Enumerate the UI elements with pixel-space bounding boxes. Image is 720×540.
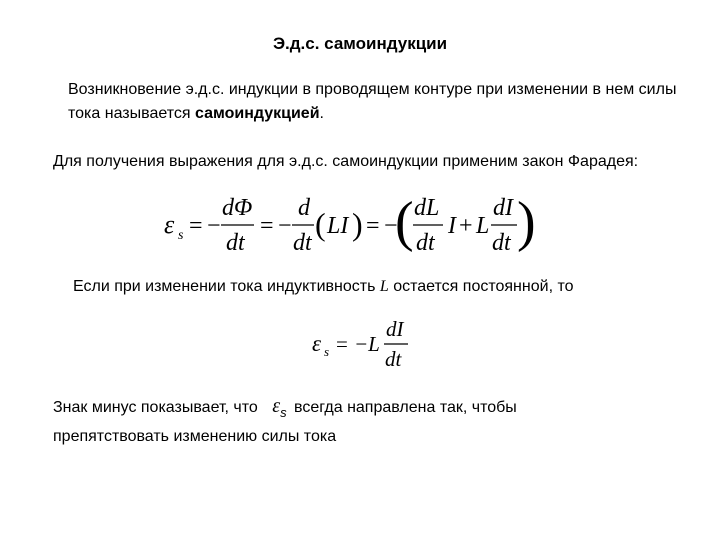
equals-sign-3: = [366,213,380,239]
eps-symbol-2: ε [312,331,322,356]
inductance-l: L [476,213,490,239]
di-numerator-2: dI [386,317,404,341]
li-product: LI [327,213,349,239]
faraday-intro-paragraph: Для получения выражения для э.д.с. самоиндукции применим закон Фарадея: [53,153,639,170]
eps-subscript-2: s [324,344,330,359]
current-i: I [448,213,456,239]
constant-l-formula [298,316,428,374]
dl-numerator: dL [414,195,440,221]
right-paren-1: ) [352,206,363,242]
emf-symbol-inline [272,395,287,420]
constant-l-text-after: остается постоянной, то [388,278,574,295]
constant-inductance-paragraph [73,275,693,299]
di-numerator: dI [493,195,513,221]
definition-text: Возникновение э.д.с. индукции в проводящем контуре при изменении в нем силы тока называется [68,81,677,122]
sign-text-before: Знак минус показывает, что [53,399,263,416]
left-paren-big: ( [395,191,414,253]
equals-sign-1: = [189,213,203,239]
plus-sign: + [459,213,473,239]
emf-subscript: s [280,405,287,420]
self-induction-term: самоиндукцией [194,105,320,122]
left-paren-1: ( [315,206,326,242]
dphi-numerator: dΦ [222,195,253,221]
sign-explanation-line-1 [53,394,673,425]
eps-subscript: s [178,228,184,243]
constant-l-text-before: Если при изменении тока индуктивность [73,278,380,295]
sign-explanation-paragraph [53,394,673,449]
definition-period: . [319,105,324,122]
dt-denominator-2: dt [293,230,312,256]
minus-l: −L [354,332,380,356]
dt-denominator-3: dt [416,230,435,256]
faraday-law-formula [162,191,536,260]
slide-title: Э.д.с. самоиндукции [272,34,448,53]
dt-denominator-5: dt [385,347,402,371]
emf-epsilon: ε [272,395,281,417]
inductance-symbol: L [379,278,389,295]
equals-sign-4: = [336,332,348,356]
d-numerator: d [298,195,310,221]
dt-denominator-1: dt [226,230,245,256]
sign-text-after: всегда направлена так, чтобы [289,399,517,416]
minus-sign-1: − [207,213,221,239]
minus-sign-3: − [384,213,398,239]
eps-symbol: ε [164,210,175,239]
right-paren-big: ) [517,191,536,253]
equals-sign-2: = [260,213,274,239]
definition-paragraph [68,78,688,126]
sign-explanation-line-2: препятствовать изменению силы тока [53,428,337,445]
minus-sign-2: − [278,213,292,239]
dt-denominator-4: dt [492,230,511,256]
